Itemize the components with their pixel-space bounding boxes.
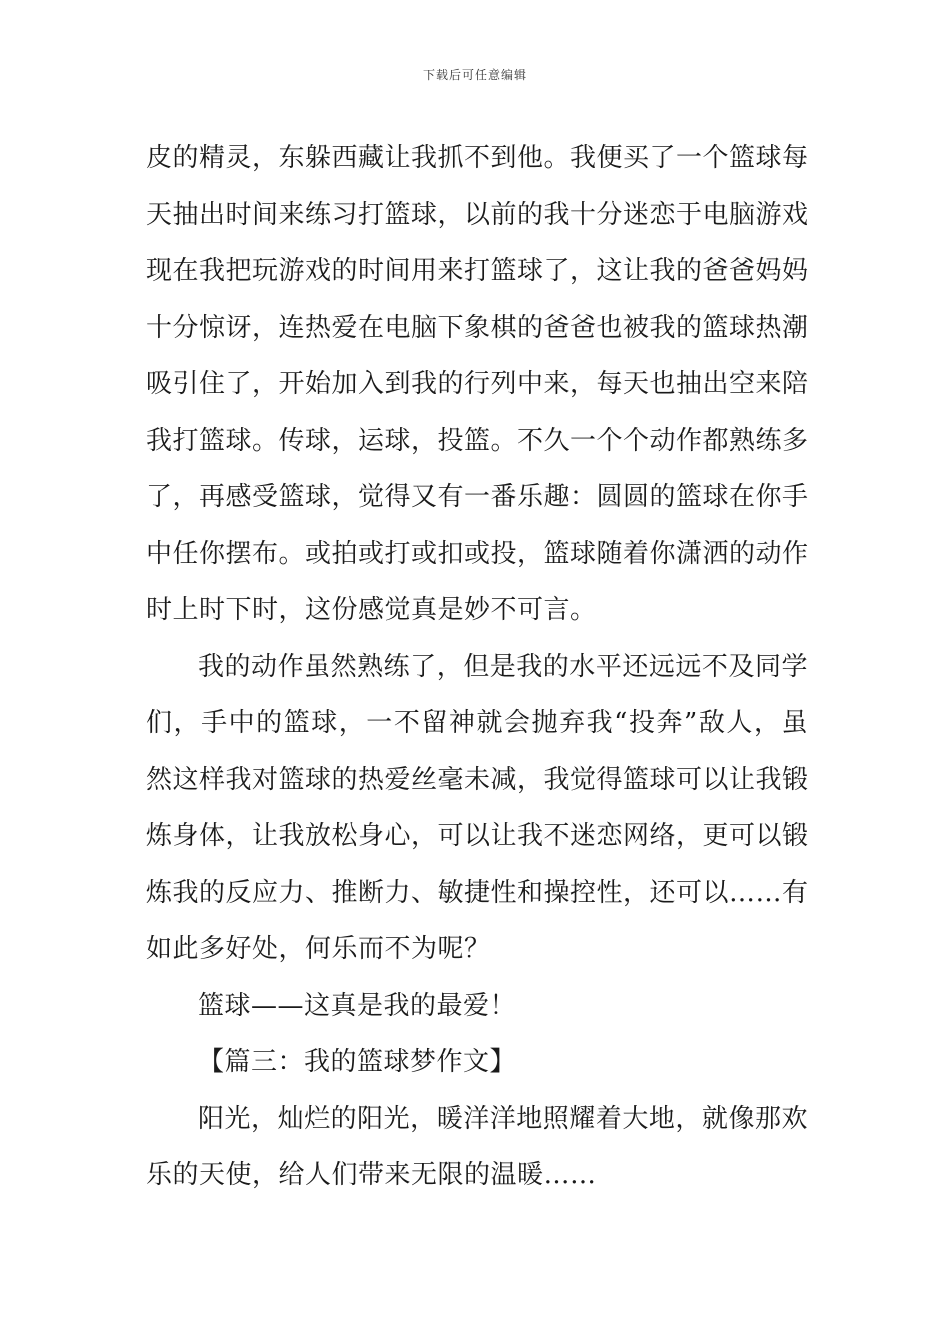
page-header: 下载后可任意编辑 xyxy=(422,68,527,82)
paragraph-5 xyxy=(146,1091,808,1204)
paragraph-3 xyxy=(146,978,808,1035)
paragraph-2 xyxy=(146,639,808,978)
document-body xyxy=(146,130,808,1204)
text-line: 我的动作虽然熟练了，但是我的水平还远远不及同学 xyxy=(198,651,808,682)
text-line: 如此多好处，何乐而不为呢？ xyxy=(146,934,491,964)
text-line: 吸引住了，开始加入到我的行列中来，每天也抽出空来陪 xyxy=(146,369,809,399)
paragraph-1 xyxy=(146,130,808,639)
text-line: 乐的天使，给人们带来无限的温暖…… xyxy=(146,1160,597,1190)
section-heading xyxy=(146,1034,808,1091)
text-line: 皮的精灵，东躲西藏让我抓不到他。我便买了一个篮球每 xyxy=(146,143,809,173)
text-line: 【篇三：我的篮球梦作文】 xyxy=(198,1047,517,1077)
text-line: 现在我把玩游戏的时间用来打篮球了，这让我的爸爸妈妈 xyxy=(146,256,809,286)
text-line: 我打篮球。传球，运球，投篮。不久一个个动作都熟练多 xyxy=(146,425,809,456)
text-line: 中任你摆布。或拍或打或扣或投，篮球随着你潇洒的动作 xyxy=(146,538,809,569)
text-line: 时上时下时，这份感觉真是妙不可言。 xyxy=(146,595,597,625)
text-line: 篮球——这真是我的最爱！ xyxy=(198,990,517,1021)
text-line: 炼我的反应力、推断力、敏捷性和操控性，还可以……有 xyxy=(146,877,809,908)
text-line: 炼身体，让我放松身心，可以让我不迷恋网络，更可以锻 xyxy=(146,821,809,851)
text-line: 了，再感受篮球，觉得又有一番乐趣：圆圆的篮球在你手 xyxy=(146,482,809,512)
text-line: 阳光，灿烂的阳光，暖洋洋地照耀着大地，就像那欢 xyxy=(198,1103,808,1134)
text-line: 十分惊讶，连热爱在电脑下象棋的爸爸也被我的篮球热潮 xyxy=(146,312,809,343)
text-line: 然这样我对篮球的热爱丝毫未减，我觉得篮球可以让我锻 xyxy=(146,764,809,795)
text-line: 们，手中的篮球，一不留神就会抛弃我“投奔”敌人，虽 xyxy=(146,708,808,738)
text-line: 天抽出时间来练习打篮球，以前的我十分迷恋于电脑游戏 xyxy=(146,199,809,230)
